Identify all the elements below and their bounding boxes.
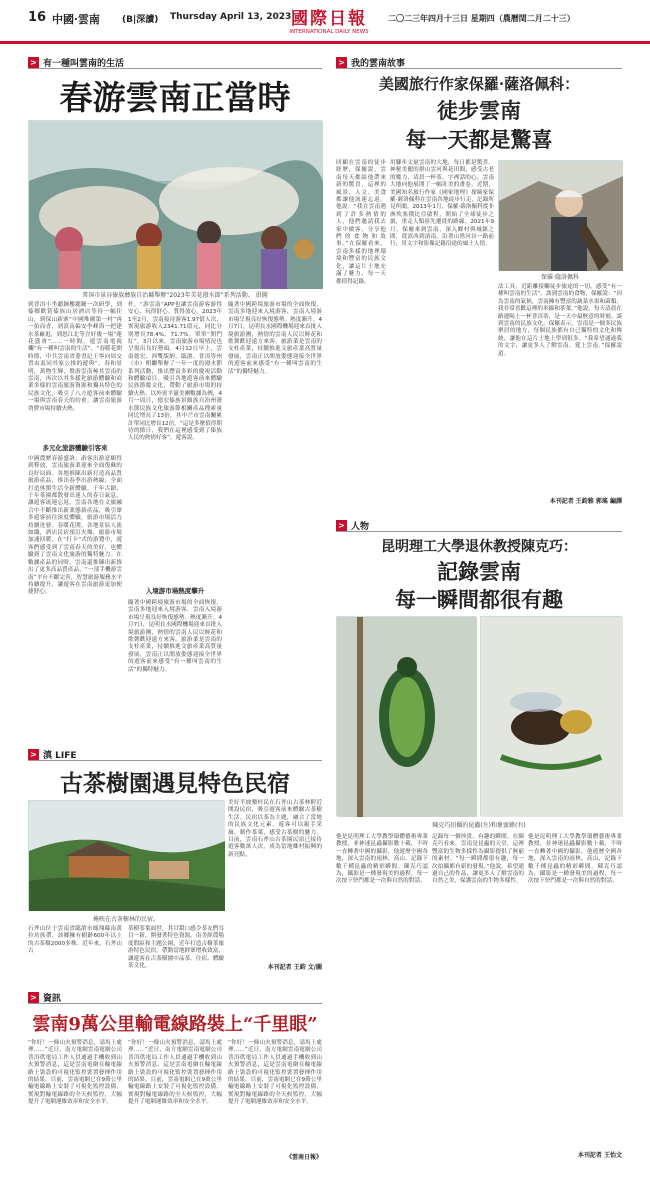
byline: 本刊記者 王怡文 — [577, 1152, 622, 1159]
masthead — [0, 0, 650, 44]
section-label-text: 人物 — [351, 521, 370, 532]
bee-photo — [480, 616, 622, 816]
arrow-icon: > — [28, 749, 39, 760]
section-label-spring — [28, 55, 124, 69]
headline-walker-1: 徒步雲南 — [437, 98, 521, 123]
divider — [336, 68, 622, 69]
logo-english: INTERNATIONAL DAILY NEWS — [289, 29, 369, 35]
date-chinese: 二〇二三年四月十三日 星期四（農曆閏二月二十三） — [388, 13, 575, 23]
tea-garden-photo — [28, 800, 224, 910]
section-label-tea — [28, 747, 77, 761]
article-text: 杆，“游雲南”APP也讓雲南游客游得安心、玩得舒心。質得放心。2023年1至2月，雲南接待游客1.97億人次，實現旅游收入2341.71億元，同比分別增長78.4%、71.7%。單單“開門紅”，3月以來，雲南旅游市場情況也呈現出良好勢頭。4月12日早上，雲南德宏、西雙版納、臨滄、普洱等州（市）相繼舉辦了一年一度的潑水節系列活動，推出豐富多彩的慶祝活動和體驗項目，吸引各地遊客前來體驗民族節慶文化，帶動了旅游市場的持續火熱。以外賓平靈美團數據為例，4月一周日，德宏傣族景頗族自治州潑水節民族文化旅游節相關產品搜索量同比增長了13倍，其中芒市雲南關累計單同比增長12倍。“這是多麼值得期待的節日，我們在這裡感受到了傣族人民的熱情好客”，遊客說。 — [128, 302, 222, 442]
byline: 《雲南日報》 — [285, 1154, 322, 1161]
photo-caption: 陳克巧拍攝的昆蟲(左)和象蜜蜂(右) — [432, 822, 526, 829]
section-label-text: 我的雲南故事 — [351, 58, 406, 69]
beetle-photo — [336, 616, 476, 816]
article-text: 中國農歷春游盛洛，游客出游意願得到釋放，雲南旅游業迎來全面復蘇的良好局面。各地推陳出新打造高品質旅游產品，推出春季出游熱線，全面打造休閑生活全新體驗。千年古鎮、千年茶園都散發出迷人的春日氣息，讓遊客流連忘返。雲南各地在文旅融合中不斷推出新業態新產品，吸引眾多遊客前往深度體驗，旅游市場活力持續迸發。春暖花開，各地景區人流如織，酒店民宿預訂火爆，旅游市場加速回暖，在“打卡”式的游覽中，遊客們感受到了雲南春天的美好，也體驗到了雲南文化旅游的獨特魅力。在數據產品的同時，雲南還推陳出新推出了更多高品質產品，“一部手機游雲南”平台不斷完善，智慧旅游服務水平持續提升，讓遊客在雲南旅游更加便捷舒心。 — [28, 456, 122, 596]
subheading: 多元化旅游體驗引客來 — [42, 444, 108, 452]
section-label-person — [336, 518, 369, 532]
article-text: 用腳步丈量雲南的大地，每日都是驚喜。神秘美麗的群山雲河與花田間，感受古老的魔力，清晨一杯茶，字裡話的心，雲南大地向他展開了一幅壯美的畫卷。近期，美國知名旅行作家《國家地理》探險家保羅·薩洛佩科在雲南各地徒步行走，記錄所見所聞。2013年1月，保羅·薩洛佩科從非洲埃塞俄比亞啟程，開始了全球徒步之旅，重走人類祖先遷徙的路線。2021年9月，保羅來到雲南，深入鄉村與城鎮之間，從滇西到滇南，沿著山巒河谷一路前行，用文字和影像記錄沿途的風土人情。 — [390, 160, 494, 248]
subheading: 入境游市場熱度攀升 — [145, 587, 205, 595]
date-english: Thursday April 13, 2023 — [170, 12, 292, 22]
byline: 本刊記者 王鈞 文/圖 — [267, 964, 322, 971]
section-name: 中國·雲南 — [52, 13, 100, 26]
article-text: “你好！一條山火預警消息，請馬上處理……”近日，南方電網雲南電網公司普洱供電局工作人員通過手機收到山火預警消息，這是雲南電網在輸電線路上裝設的可視化監控裝置發揮作用的結果。目前，雲南電網已在9萬公里輸電線路上安裝了可視化監控設備，實現對輸電線路的全天候監控，大幅提升了電網運維效率和安全水平。 — [228, 1040, 322, 1106]
arrow-icon: > — [336, 57, 347, 68]
byline: 本刊記者 王鈞雅 郭瑤 編譯 — [549, 498, 622, 505]
headline-walker-2: 每一天都是驚喜 — [405, 127, 553, 152]
logo: 國際日報 — [291, 9, 367, 29]
section-label-text: 資訊 — [43, 993, 62, 1004]
article-text: 他是昆明理工大學教學環體藝術專業教授，並神迷昆蟲攝影數十載，不時一直轉著中國的攝影，他遊歷全國各地，深入雲南的雨林、高山，記錄下數千種昆蟲的精彩瞬間。陳克巧認為，攝影是一種發現美的過程，每一次按下快門都是一次與自然的對話。 — [528, 834, 622, 885]
kicker: 美國旅行作家保羅·薩洛佩科： — [378, 75, 580, 93]
arrow-icon: > — [28, 992, 39, 1003]
article-text: 他是昆明理工大學教學環體藝術專業教授，並神迷昆蟲攝影數十載，不時一直轉著中國的攝影，他遊歷全國各地，深入雲南的雨林、高山，記錄下數千種昆蟲的精彩瞬間。陳克巧認為，攝影是一種發現美的過程，每一次按下快門都是一次與自然的對話。 — [336, 834, 428, 885]
article-text: “你好！一條山火預警消息，請馬上處理……”近日，南方電網雲南電網公司普洱供電局工作人員通過手機收到山火預警消息，這是雲南電網在輸電線路上裝設的可視化監控裝置發揮作用的結果。目前，雲南電網已在9萬公里輸電線路上安裝了可視化監控設備，實現對輸電線路的全天候監控，大幅提升了電網運維效率和安全水平。 — [28, 1040, 122, 1106]
article-text: 石斧山位于雲南省臨滄市鳳翔縣南黃拉坊族帶，該鄉擁有樹齡600年以上的古茶樹2000多株。近年來，石斧山古 — [28, 926, 122, 955]
section-label-text: 滇 LIFE — [43, 750, 77, 761]
arrow-icon: > — [336, 520, 347, 531]
traveler-photo — [498, 160, 622, 270]
divider — [28, 68, 322, 69]
headline-chen-1: 記錄雲南 — [437, 559, 521, 584]
headline-tea: 古茶樹園遇見特色民宿 — [60, 770, 290, 797]
water-festival-photo — [28, 120, 322, 288]
article-text: 茶樹茶葉面世，其甘甜口感令茶友們耳目一新。開發著特色資源，南美經農場度假區和主題公園，近年打造古樹茶旅游特色民宿，帶動當地群眾增收致富，讓遊客在古茶樹園中品茶、住宿、體驗茶文化。 — [128, 926, 224, 970]
article-text: 到普洱小坐聽鐘樓聽鐘一次研學，到傣鄉歡賞傣族山居酒店等待一幅住山，到保山新寨“中國堆砌第一村”再一拍而香，到滇南偏安李峰海一把建水茶廠逛，到怒江北等豈好幾一場“蓮花盛會”……一時間，遊雲南電視欄“有一種叫雲南的生活”、“春暖花開時節，中共雲南省委書記王寧向周交習由衷同其家公推的遊與”。春和景明，萬物生輝，盤游雲南極其雲南的雲南，再次以其多樣化旅游體驗和商業多樣的雲南旅游資源和獨具特色的民族文化，吸引了八方遊客前來體驗一場與雲南春天的約會。讓雲南旅游消費市場持續火熱。 — [28, 302, 122, 412]
article-text: 隨著中國跨境旅游市場的全面恢復，雲南多地迎來入境游客，雲南入境游市場呈現良好恢復態勢。熱度漸升。4月7日，昆明長水國際機場迎來首批入境旅游團，熱情的雲南人民以鮮花和歌舞歡迎遠方來客。旅游業是雲南的支柱產業，持續推進文旅產業高質量發展，雲南正以開放姿態迎接全世界的遊客前來感受“有一種叫雲南的生活”的獨特魅力。 — [228, 302, 322, 375]
article-text: “你好！一條山火預警消息，請馬上處理……”近日，南方電網雲南電網公司普洱供電局工作人員通過手機收到山火預警消息，這是雲南電網在輸電線路上裝設的可視化監控裝置發揮作用的結果。目前，雲南電網已在9萬公里輸電線路上安裝了可視化監控設備，實現對輸電線路的全天候監控，大幅提升了電網運維效率和安全水平。 — [128, 1040, 222, 1106]
divider — [28, 1003, 322, 1004]
section-label-info — [28, 990, 61, 1004]
page-number: 16 — [28, 10, 47, 25]
photo-caption: 掩映在古茶樹林的民宿。 — [92, 916, 159, 923]
photo-caption: 保羅·薩洛佩科 — [541, 274, 579, 281]
section-label-text: 有一種叫雲南的生活 — [43, 58, 125, 69]
photo-caption: 普洱市景谷傣族彝族自治縣舉辦“2023年美花潑水節”系列活動。 俱圖 — [82, 292, 268, 299]
arrow-icon: > — [28, 57, 39, 68]
kicker: 昆明理工大學退休教授陳克巧： — [381, 539, 577, 555]
headline-info: 雲南9萬公里輸電線路裝上“千里眼” — [32, 1014, 318, 1035]
article-text: 隨著中國跨境旅游市場的全面恢復，雲南多地迎來入境游客，雲南入境游市場呈現良好恢復態勢。熱度漸升。4月7日，昆明長水國際機場迎來首批入境旅游團，熱情的雲南人民以鮮花和歌舞歡迎遠方來客。旅游業是雲南的支柱產業，持續推進文旅產業高質量發展，雲南正以開放姿態迎接全世界的遊客前來感受“有一種叫雲南的生活”的獨特魅力。 — [128, 600, 222, 673]
headline-chen-2: 每一瞬間都很有趣 — [395, 587, 563, 612]
divider — [28, 760, 322, 761]
article-text: 記錄每一個珍貴、有趣的瞬間。在陳克巧看來，雲南是昆蟲的天堂，這裡豐富的生物多樣性為攝影提供了無窮的素材。“每一瞬間都很有趣，每一次拍攝都有新的發現。”他說，希望通過自己的作品，讓更多人了解雲南的自然之美，保護雲南的生物多樣性。 — [432, 834, 524, 885]
article-text: 回顧在雲南的徒步經歷，保羅說，雲南每天都給他帶來新的驚喜，這裡的風景、人文、美食都讓他流連忘返。他說：“我在雲南遇到了許多熱情的人，他們邀請我去家中做客，分享他們的食物和故事。”在保羅看來，雲南多樣的地理環境和豐富的民族文化，讓這片土地充滿了魅力，每一天都值得記錄。 — [336, 160, 386, 285]
article-text: 法工具。近距離接觸徒步旅途的一切，感受“有一種叫雲南的生活”。談到雲南的食物，保羅說：“因為雲南的氣候，雲南擁有豐富的蔬菜水果和菌類，我非常喜歡這裡的米線和茶葉。”他說，每天清晨在路邊喝上一杯普洱茶，是一天中最愜意的時刻。談到雲南的民族文化，保羅表示，雲南是一個多民族聚居的地方，每個民族都有自己獨特的文化和傳統，讓他在這片土地上學到很多。“我希望通過我的文字，讓更多人了解雲南、愛上雲南。”保羅說道。 — [498, 284, 622, 357]
headline-spring: 春游雲南正當時 — [59, 78, 291, 117]
divider — [336, 531, 622, 532]
edition-label: (B|深讀) — [122, 15, 159, 25]
article-text: 美好半坡樂村民在石斧山古茶林附近開設民宿，吸引遊客前來體驗古茶樹生活。民宿以茶為主題，融合了當地的民族文化元素，遊客可以親手采摘、制作茶葉，感受古茶樹的魅力。目前，雲南石斧山古茶園民宿已接待遊客數萬人次，成為當地鄉村振興的新亮點。 — [228, 800, 322, 858]
section-label-walker — [336, 55, 405, 69]
